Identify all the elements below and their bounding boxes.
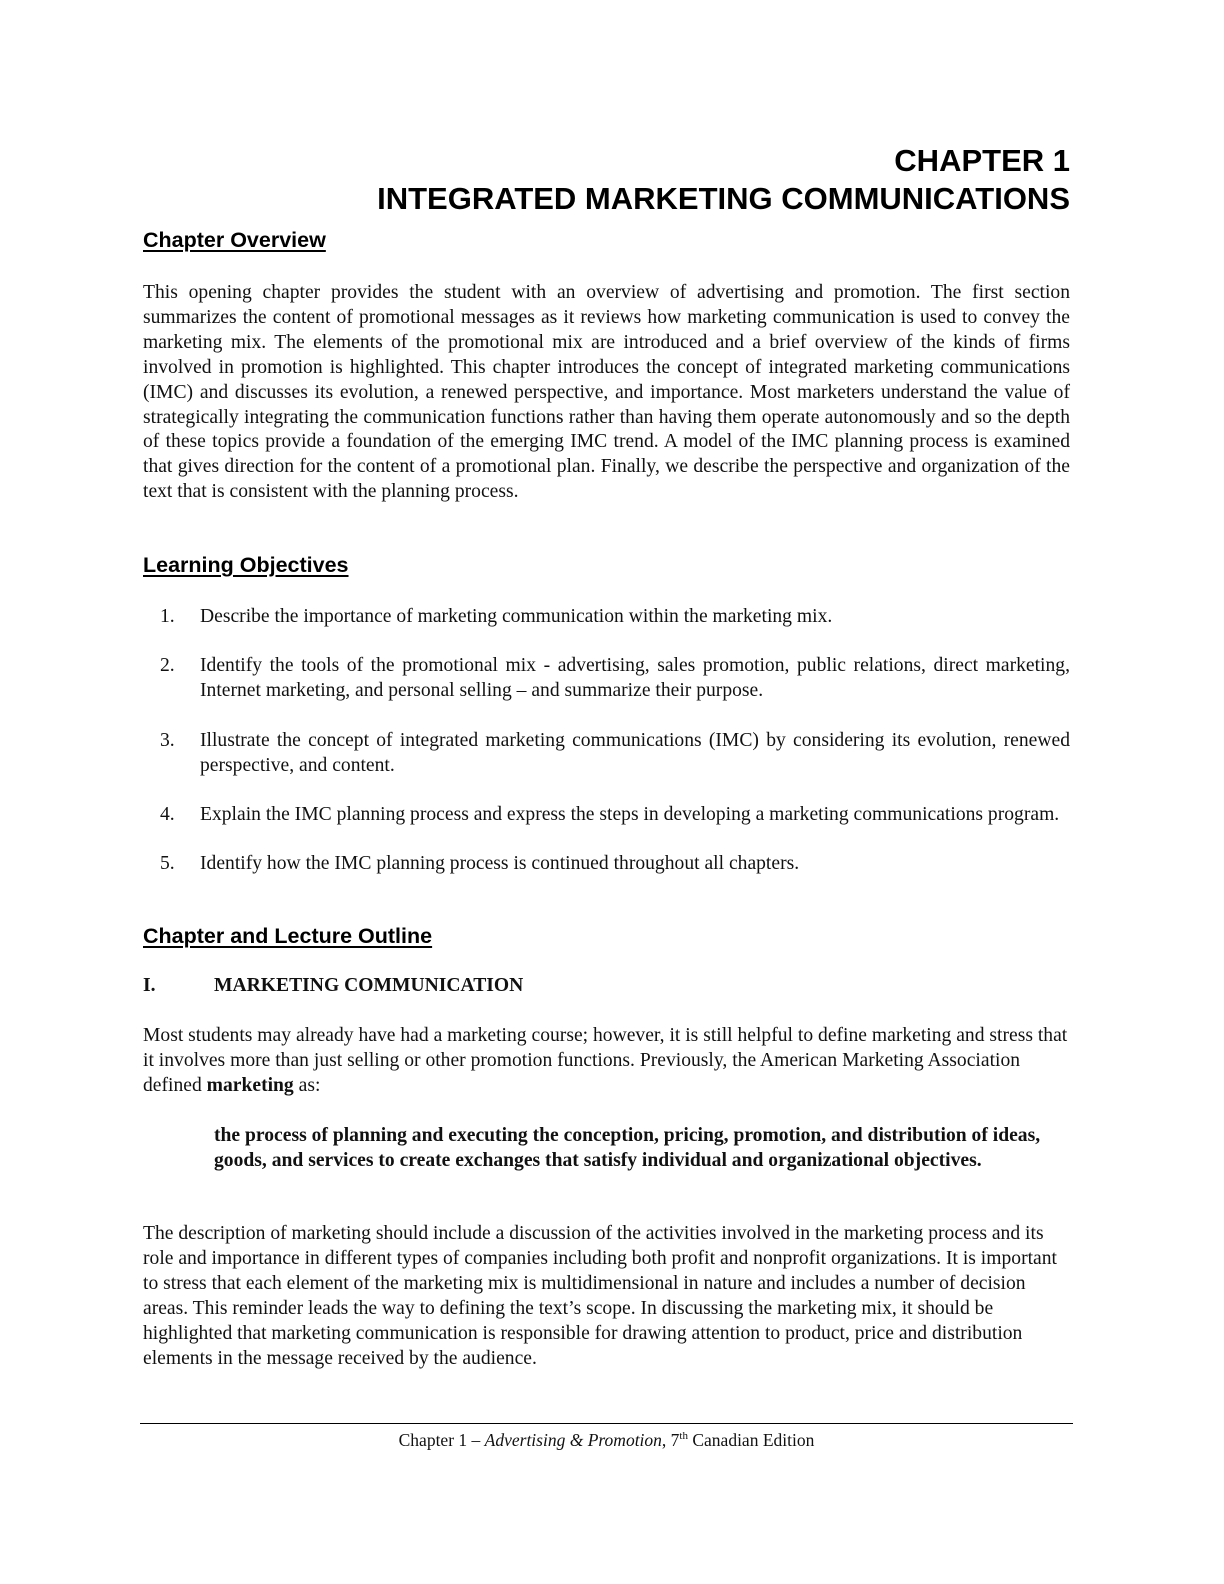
overview-heading: Chapter Overview [143,228,326,252]
marketing-term: marketing [206,1074,294,1096]
chapter-heading [377,142,1070,218]
page-footer: Chapter 1 – Advertising & Promotion, 7th Canadian Edition [398,1430,815,1450]
marketing-description-paragraph: The description of marketing should include a discussion of the activities involved in the marketing process and its role and importance in different types of companies including both profit and nonprofit organizations. It is important to stress that each element of the marketing mix is multidimensional in nature and includes a number of decision areas. This reminder leads the way to defining the text’s scope. In discussing the marketing mix, it should be highlighted that marketing communication is responsible for drawing attention to product, price and distribution elements in the message received by the audience. [143,1223,1057,1369]
chapter-number: CHAPTER 1 [894,143,1070,178]
objective-item: 2. Identify the tools of the promotional mix - advertising, sales promotion, public relations, direct marketing, Internet marketing, and personal selling – and summarize their purpose. [160,655,1070,702]
footer-divider [140,1423,1073,1424]
objectives-heading: Learning Objectives [143,553,349,577]
objective-item: 5. Identify how the IMC planning process is continued throughout all chapters. [160,853,800,875]
outline-heading: Chapter and Lecture Outline [143,924,433,948]
book-title: Advertising & Promotion [484,1430,662,1450]
section-title: MARKETING COMMUNICATION [214,975,524,996]
marketing-intro-paragraph: Most students may already have had a marketing course; however, it is still helpful to define marketing and stress that it involves more than just selling or other promotion functions. Previously, the American Marketing Association defined marketing as: [143,1025,1068,1096]
objective-item: 4. Explain the IMC planning process and express the steps in developing a marketing communications program. [160,804,1060,826]
section-number: I. [143,975,156,996]
objective-item: 3. Illustrate the concept of integrated marketing communications (IMC) by considering its evolution, renewed perspective, and content. [160,729,1070,776]
marketing-definition: the process of planning and executing the conception, pricing, promotion, and distribution of ideas, goods, and services to create exchanges that satisfy individual and organizational objectives. [214,1125,1041,1171]
objective-item: 1. Describe the importance of marketing communication within the marketing mix. [160,606,833,627]
objectives-list [143,605,1070,902]
overview-paragraph: This opening chapter provides the student with an overview of advertising and promotion. The first section summarizes the content of promotional messages as it reviews how marketing communication is used to convey the marketing mix. The elements of the promotional mix are introduced and a brief overview of the kinds of firms involved in promotion is highlighted. This chapter introduces the concept of integrated marketing communications (IMC) and discusses its evolution, a renewed perspective, and importance. Most marketers understand the value of strategically integrating the communication functions rather than having them operate autonomously and so the depth of these topics provide a foundation of the emerging IMC trend. A model of the IMC planning process is examined that gives direction for the content of a promotional plan. Finally, we describe the perspective and organization of the text that is consistent with the planning process. [143,282,1070,503]
chapter-title: INTEGRATED MARKETING COMMUNICATIONS [377,181,1070,216]
section-heading [143,975,523,997]
